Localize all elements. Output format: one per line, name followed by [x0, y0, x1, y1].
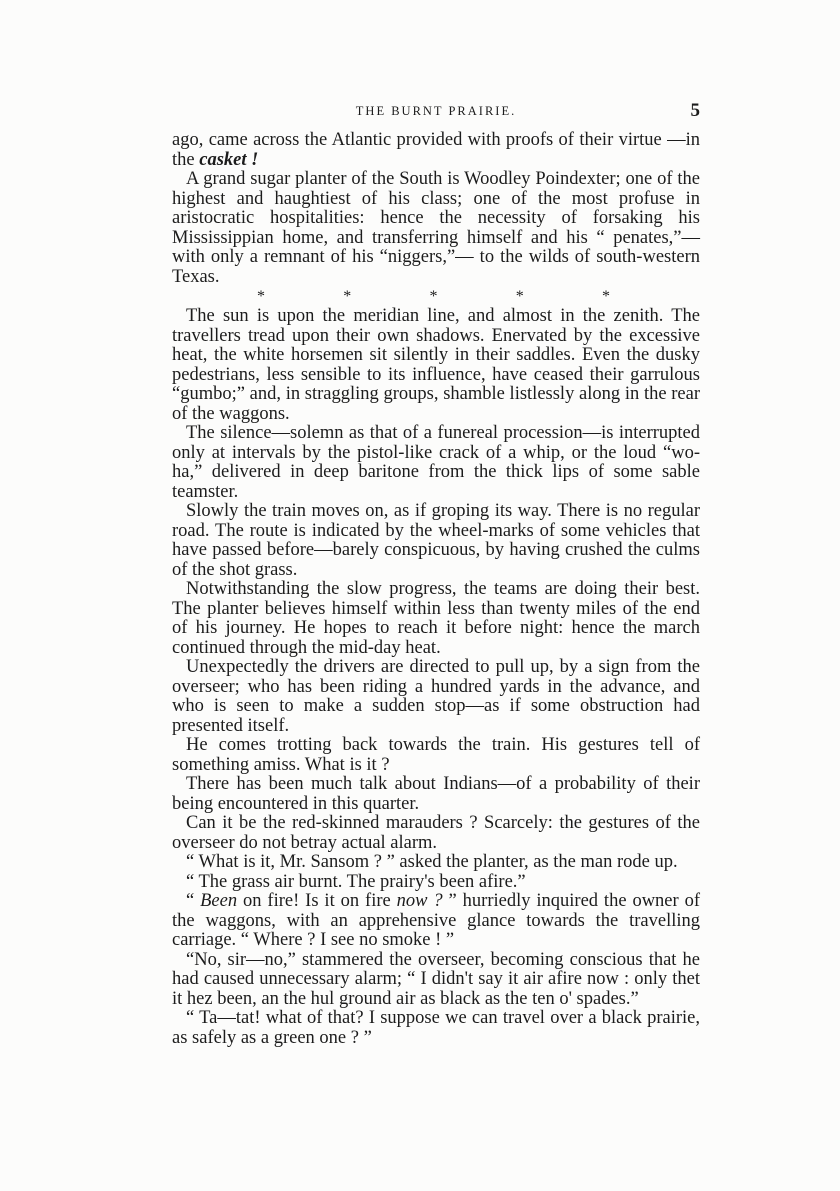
- paragraph: “ What is it, Mr. Sansom ? ” asked the planter, as the man rode up.: [186, 852, 678, 872]
- paragraph: There has been much talk about Indians—of a probability of their being encountered in this quarter.: [172, 774, 700, 814]
- paragraph: Notwithstanding the slow progress, the teams are doing their best. The planter believes himself within less than twenty miles of the end of his journey. He hopes to reach it before night: hence the march continued through the mid-day heat.: [172, 579, 700, 658]
- emphasis-text: now ?: [396, 891, 443, 911]
- paragraph-text: on fire! Is it on fire: [237, 891, 397, 911]
- emphasis-text: Been: [200, 891, 238, 911]
- body-text: [172, 131, 700, 1048]
- paragraph: Slowly the train moves on, as if groping its way. There is no regular road. The route is indicated by the wheel-marks of some vehicles that have passed before—barely conspicuous, by having crushed the culms of the shot grass.: [172, 501, 700, 580]
- asterisk: *: [515, 288, 524, 305]
- asterisk: *: [429, 288, 438, 305]
- paragraph: A grand sugar planter of the South is Woodley Poindexter; one of the highest and haughtiest of his class; one of the most profuse in aristocratic hospitalities: hence the necessity of forsaking his Mississippian home, and transferring himself and his “ penates,”—with only a remnant of his “niggers,”— to the wilds of south-western Texas.: [172, 169, 700, 287]
- paragraph-text: “: [186, 891, 201, 911]
- running-title: THE BURNT PRAIRIE.: [355, 104, 517, 118]
- paragraph: The sun is upon the meridian line, and almost in the zenith. The travellers tread upon their own shadows. Enervated by the excessive heat, the white horsemen sit silently in their saddles. Even the dusky pedestrians, less sensible to its influence, have ceased their garrulous “gumbo;” and, in straggling groups, shamble listlessly along in the rear of the waggons.: [172, 306, 700, 424]
- paragraph: [172, 892, 700, 951]
- page-number: 5: [690, 100, 700, 121]
- paragraph: The silence—solemn as that of a funereal procession—is interrupted only at intervals by the pistol-like crack of a whip, or the loud “wo-ha,” delivered in deep baritone from the thick lips of some sable teamster.: [172, 423, 700, 502]
- paragraph: He comes trotting back towards the train. His gestures tell of something amiss. What is it ?: [172, 735, 700, 775]
- paragraph-text: ” hurriedly inquired the owner of the waggons, with an apprehensive glance towards the travelling carriage. “ Where ? I see no smoke ! ”: [172, 891, 700, 950]
- paragraph: “ Ta—tat! what of that? I suppose we can travel over a black prairie, as safely as a green one ? ”: [172, 1008, 700, 1048]
- asterisk: *: [602, 288, 610, 305]
- paragraph: Can it be the red-skinned marauders ? Scarcely: the gestures of the overseer do not betray actual alarm.: [172, 813, 700, 853]
- paragraph-text: ago, came across the Atlantic provided with proofs of their virtue —in the: [172, 130, 700, 170]
- section-break-asterism: [172, 287, 700, 307]
- asterisk: *: [343, 288, 352, 305]
- paragraph: [172, 131, 700, 170]
- page-header: [172, 100, 700, 124]
- paragraph: “No, sir—no,” stammered the overseer, becoming conscious that he had caused unnecessary alarm; “ I didn't say it air afire now : only thet it hez been, an the hul ground air as black as the ten o' spades.”: [172, 949, 700, 1009]
- emphasis-text: casket !: [199, 149, 259, 170]
- paragraph: “ The grass air burnt. The prairy's been afire.”: [186, 871, 526, 892]
- paragraph: Unexpectedly the drivers are directed to pull up, by a sign from the overseer; who has been riding a hundred yards in the advance, and who is seen to make a sudden stop—as if some obstruction had presented itself.: [172, 657, 700, 736]
- asterisk: *: [257, 288, 265, 305]
